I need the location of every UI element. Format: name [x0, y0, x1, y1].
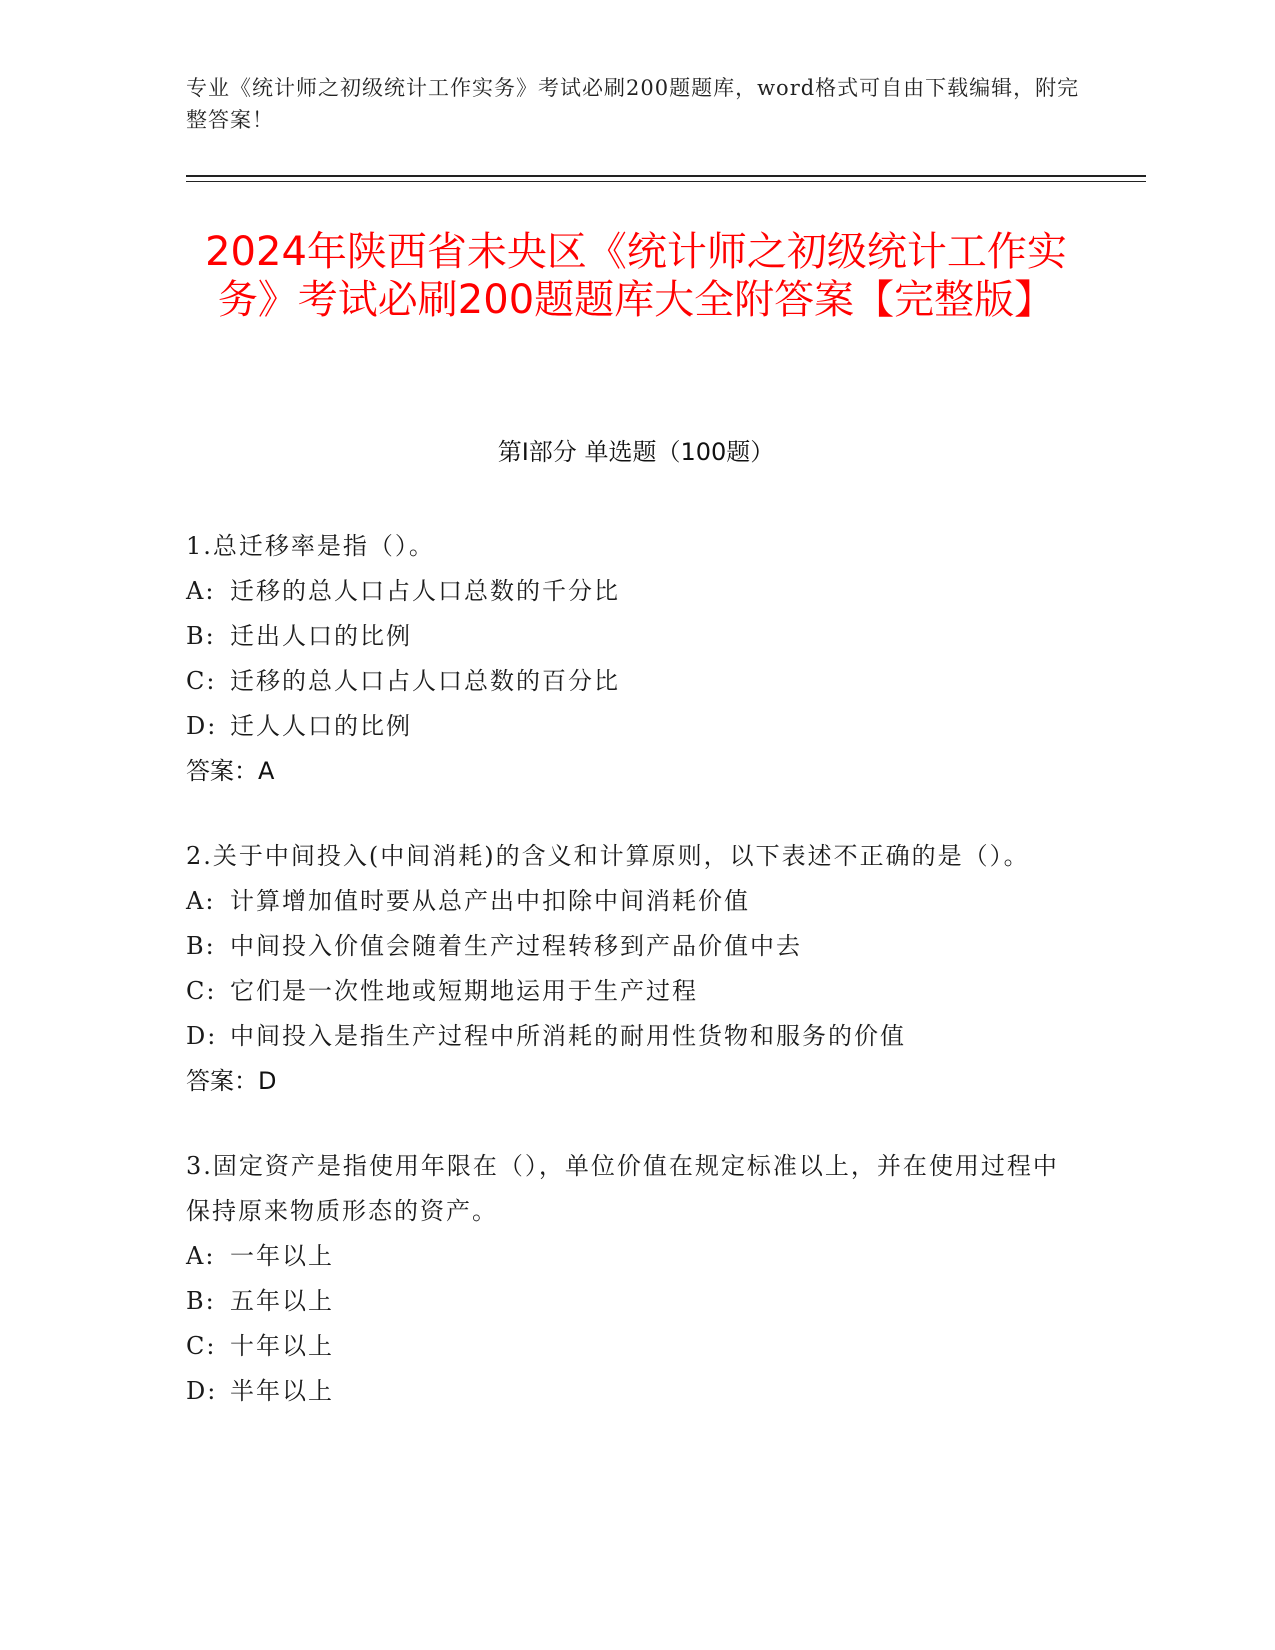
- question-list: [186, 524, 1066, 1454]
- option-d: [186, 704, 1066, 749]
- answer-line: 答案：D: [186, 1067, 277, 1095]
- option-text: 计算增加值时要从总产出中扣除中间消耗价值: [230, 887, 750, 915]
- option-c: [186, 1324, 1066, 1369]
- question-stem: 2.关于中间投入(中间消耗)的含义和计算原则，以下表述不正确的是（）。: [186, 842, 1030, 870]
- option-text: 中间投入价值会随着生产过程转移到产品价值中去: [230, 932, 802, 960]
- option-key: A:: [186, 577, 216, 605]
- section-heading: 第I部分 单选题（100题）: [497, 438, 775, 466]
- option-key: C:: [186, 667, 217, 695]
- option-text: 五年以上: [230, 1287, 334, 1315]
- question-stem: 1.总迁移率是指（）。: [186, 532, 435, 560]
- option-a: [186, 879, 1066, 924]
- option-key: C:: [186, 1332, 217, 1360]
- question-1: [186, 524, 1066, 794]
- option-text: 半年以上: [230, 1377, 334, 1405]
- header-note: 专业《统计师之初级统计工作实务》考试必刷200题题库，word格式可自由下载编辑，附完整答案！: [186, 76, 1080, 132]
- question-3: [186, 1144, 1066, 1414]
- option-text: 迁出人口的比例: [230, 622, 412, 650]
- option-d: [186, 1369, 1066, 1414]
- option-d: [186, 1014, 1066, 1059]
- option-key: D:: [186, 1377, 218, 1405]
- option-text: 迁人人口的比例: [230, 712, 412, 740]
- option-key: B:: [186, 1287, 216, 1315]
- header-divider-thick: [186, 175, 1146, 177]
- option-a: [186, 569, 1066, 614]
- option-text: 中间投入是指生产过程中所消耗的耐用性货物和服务的价值: [230, 1022, 906, 1050]
- option-key: A:: [186, 887, 216, 915]
- option-a: [186, 1234, 1066, 1279]
- document-title: 2024年陕西省未央区《统计师之初级统计工作实务》考试必刷200题题库大全附答案【完整版】: [205, 229, 1067, 323]
- option-b: [186, 1279, 1066, 1324]
- question-2: [186, 834, 1066, 1104]
- option-key: B:: [186, 622, 216, 650]
- option-key: B:: [186, 932, 216, 960]
- header-divider-thin: [186, 181, 1146, 182]
- option-text: 它们是一次性地或短期地运用于生产过程: [230, 977, 698, 1005]
- answer-line: 答案：A: [186, 757, 275, 785]
- option-b: [186, 614, 1066, 659]
- option-text: 迁移的总人口占人口总数的千分比: [230, 577, 620, 605]
- option-text: 一年以上: [230, 1242, 334, 1270]
- option-key: D:: [186, 712, 218, 740]
- question-stem: 3.固定资产是指使用年限在（），单位价值在规定标准以上，并在使用过程中保持原来物质形态的资产。: [186, 1152, 1059, 1225]
- option-key: A:: [186, 1242, 216, 1270]
- option-c: [186, 969, 1066, 1014]
- option-text: 十年以上: [230, 1332, 334, 1360]
- option-text: 迁移的总人口占人口总数的百分比: [230, 667, 620, 695]
- option-key: C:: [186, 977, 217, 1005]
- option-b: [186, 924, 1066, 969]
- option-c: [186, 659, 1066, 704]
- option-key: D:: [186, 1022, 218, 1050]
